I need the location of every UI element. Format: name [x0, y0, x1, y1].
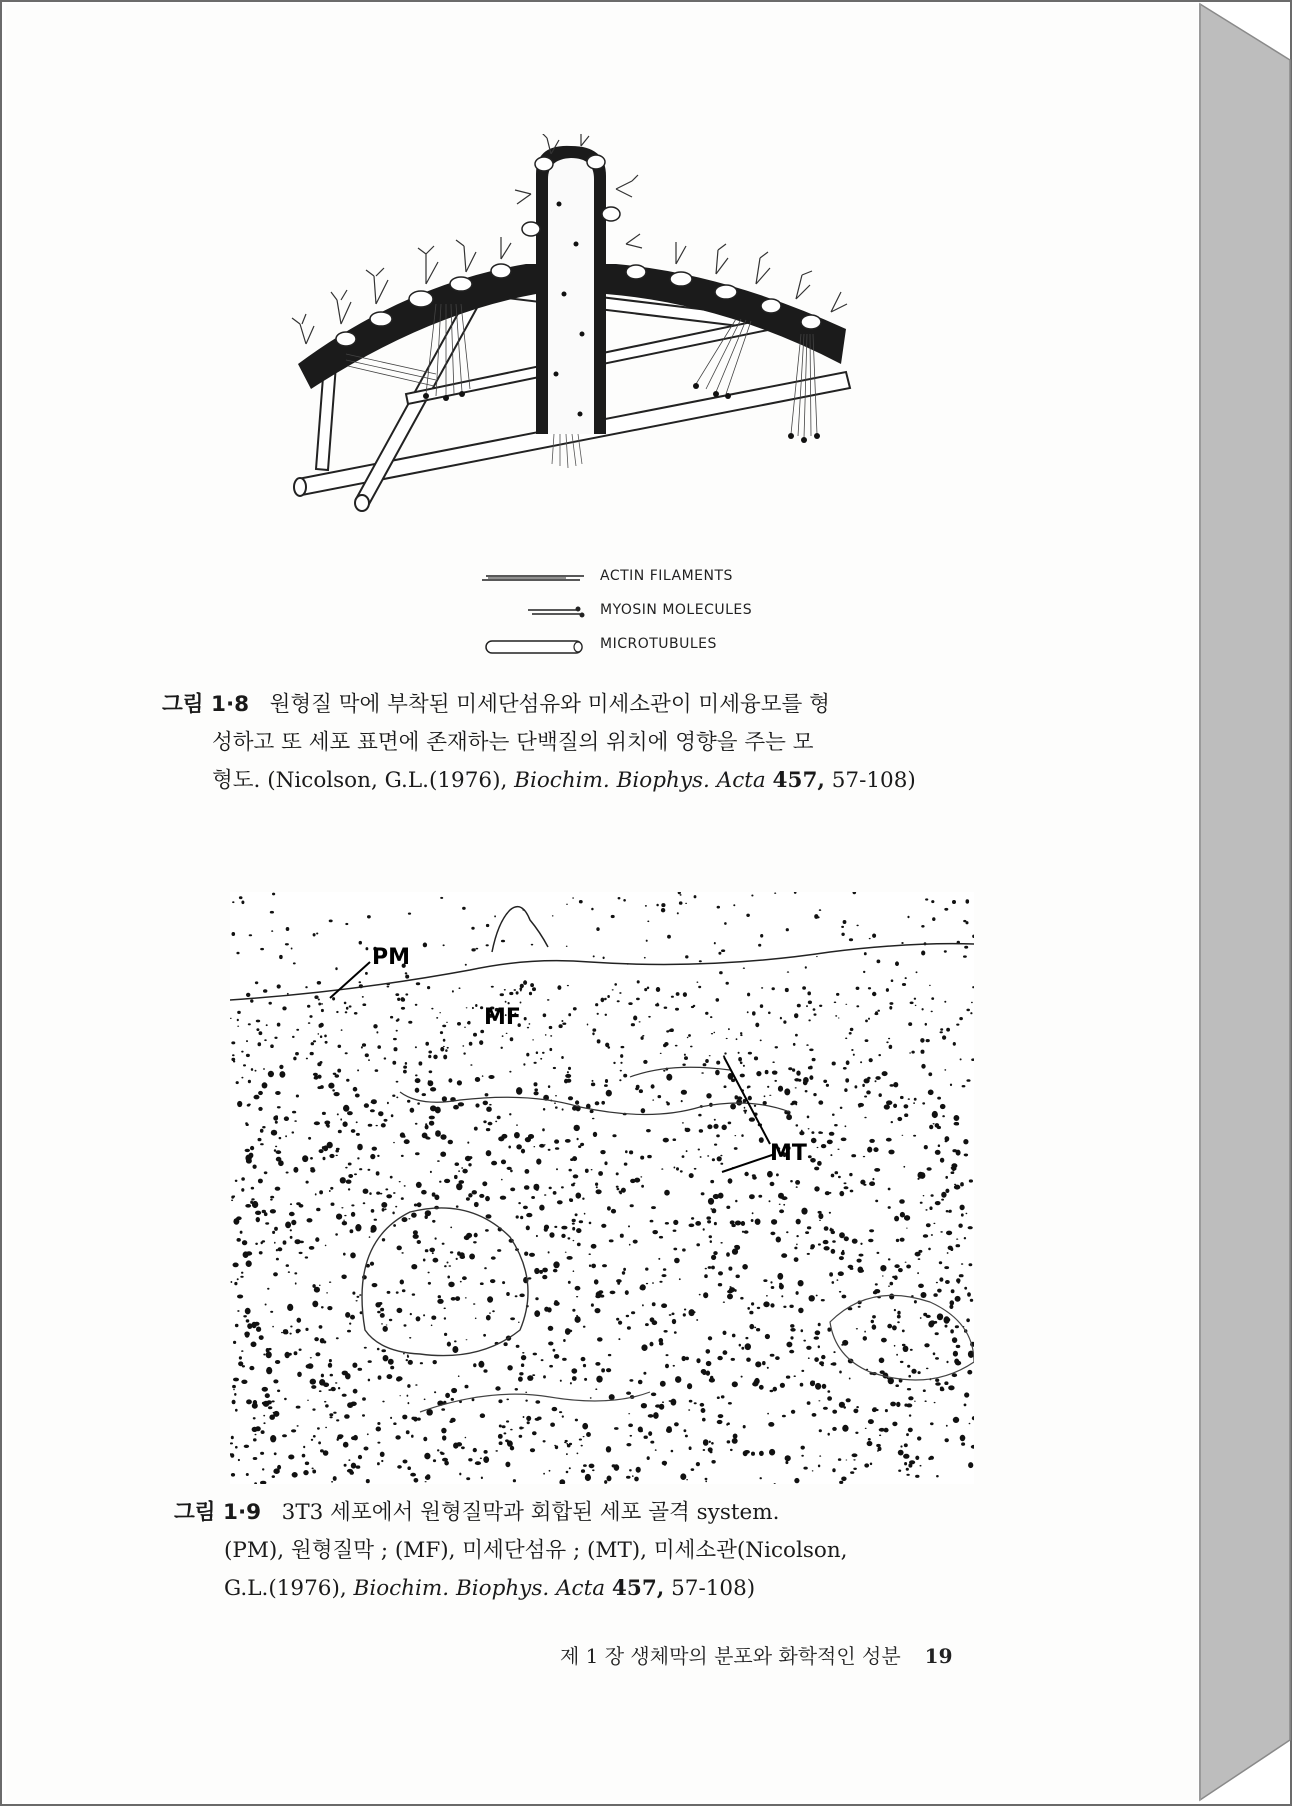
figure-1-9-micrograph [230, 892, 974, 1484]
caption-line-2: (PM), 원형질막 ; (MF), 미세단섬유 ; (MT), 미세소관(Nicolson, [224, 1538, 848, 1563]
caption-line-3 [174, 1570, 1044, 1608]
micrograph-label-pm: PM [372, 945, 411, 970]
running-footer [560, 1640, 1060, 1669]
legend-item-microtubule [416, 632, 836, 662]
caption-line-3 [162, 762, 1032, 800]
micrograph-label-mf: MF [484, 1005, 521, 1030]
myosin-molecule-icon [416, 598, 586, 628]
figure-1-8-diagram [286, 134, 906, 574]
caption-citation-author: 형도. (Nicolson, G.L.(1976), [212, 768, 515, 793]
legend-label-myosin: MYOSIN MOLECULES [600, 602, 753, 618]
caption-citation-pages: 57-108) [664, 1576, 756, 1601]
caption-citation-pages: 57-108) [824, 768, 916, 793]
legend-label-actin: ACTIN FILAMENTS [600, 568, 733, 584]
legend-label-microtubule: MICROTUBULES [600, 636, 717, 652]
caption-line-1: 원형질 막에 부착된 미세단섬유와 미세소관이 미세융모를 형 [269, 692, 830, 717]
legend-item-myosin [416, 598, 836, 628]
caption-citation-journal: Biochim. Biophys. Acta [353, 1576, 606, 1601]
page-number: 19 [924, 1644, 953, 1668]
caption-label: 그림 1·8 [162, 692, 250, 717]
caption-line-2: 성하고 또 세포 표면에 존재하는 단백질의 위치에 영향을 주는 모 [212, 730, 814, 755]
caption-citation-volume: 457, [611, 1576, 665, 1601]
microtubule-icon [416, 632, 586, 662]
caption-citation-volume: 457, [772, 768, 825, 793]
caption-line-1: 3T3 세포에서 원형질막과 회합된 세포 골격 system. [281, 1500, 780, 1525]
book-page [6, 4, 1198, 1800]
caption-citation-author: G.L.(1976), [224, 1576, 354, 1601]
legend-item-actin [416, 564, 836, 594]
figure-1-9-caption [174, 1494, 1044, 1608]
figure-1-8-legend [416, 564, 836, 674]
actin-filament-icon [416, 564, 586, 594]
figure-1-8-caption [162, 686, 1032, 800]
chapter-title: 제 1 장 생체막의 분포와 화학적인 성분 [560, 1644, 901, 1668]
caption-citation-journal: Biochim. Biophys. Acta [514, 768, 766, 793]
micrograph-label-mt: MT [770, 1141, 807, 1166]
caption-label: 그림 1·9 [174, 1500, 262, 1525]
